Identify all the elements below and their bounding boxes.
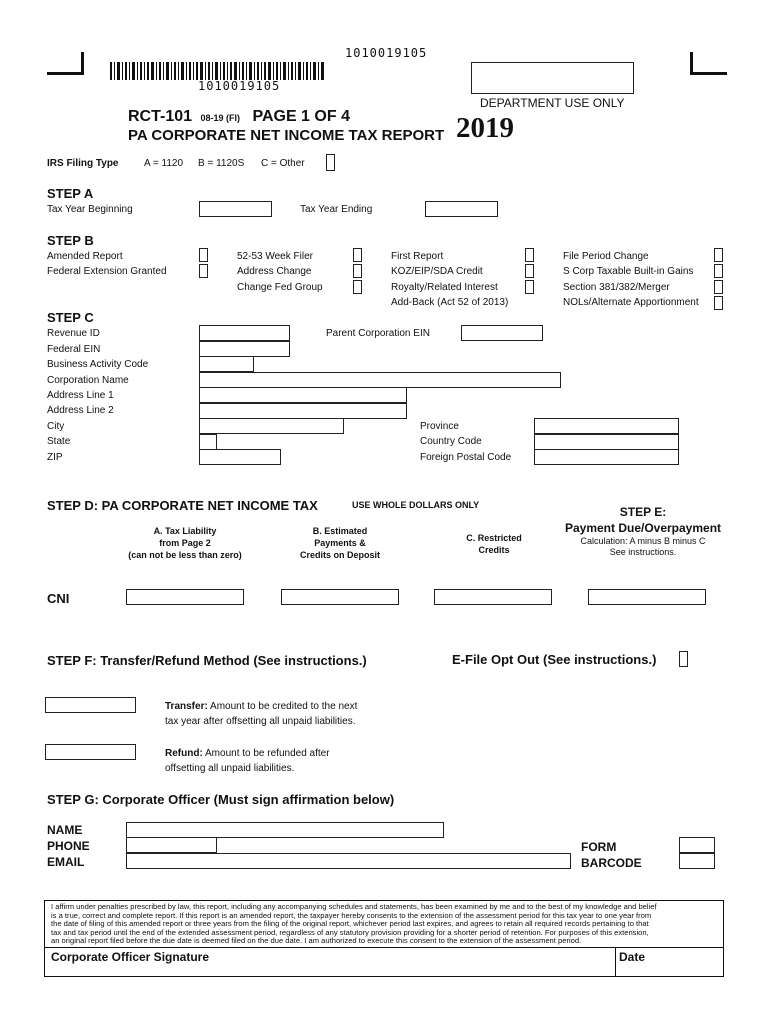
officer-phone-label: PHONE [47, 839, 90, 853]
step-b-first-report: First Report [391, 251, 444, 262]
irs-option-c: C = Other [261, 158, 305, 169]
step-b-title: STEP B [47, 233, 94, 248]
cni-estimated-payments-input[interactable] [281, 589, 399, 605]
officer-name-input[interactable] [126, 822, 444, 838]
affirmation-line-4: tax and tax period until the end of the extended assessment period, regardless of any statutory provision providing for a shorter period of retention. For purposes of this extension, [51, 927, 649, 937]
step-e-header [558, 504, 728, 558]
step-b-amended-report: Amended Report [47, 251, 123, 262]
officer-phone-input[interactable] [126, 837, 217, 853]
transfer-description [165, 699, 357, 729]
irs-filing-type-field[interactable] [326, 154, 335, 171]
transfer-line1 [165, 699, 357, 714]
signature-row [45, 947, 723, 977]
irs-option-b: B = 1120S [198, 158, 245, 169]
step-b-section-381: Section 381/382/Merger [563, 282, 670, 293]
address2-label: Address Line 2 [47, 405, 114, 416]
checkbox-s-corp-gains[interactable] [714, 264, 723, 278]
transfer-bold: Transfer: [165, 701, 208, 712]
form-barcode-box-2 [679, 853, 715, 869]
step-b-address-change: Address Change [237, 266, 312, 277]
tax-year-ending-input[interactable] [425, 201, 498, 217]
form-id-text: RCT-101 [128, 108, 193, 125]
corp-name-label: Corporation Name [47, 375, 129, 386]
col-a-line1: A. Tax Liability [153, 526, 217, 536]
affirmation-box [44, 900, 724, 977]
address2-input[interactable] [199, 403, 407, 419]
step-f-title: STEP F: Transfer/Refund Method (See instructions.) [47, 653, 367, 668]
business-code-label: Business Activity Code [47, 359, 149, 370]
efile-opt-out-checkbox[interactable] [679, 651, 688, 667]
transfer-text2: tax year after offsetting all unpaid liabilities. [165, 716, 356, 727]
federal-ein-input[interactable] [199, 341, 290, 357]
step-d-col-b-header [270, 525, 410, 561]
checkbox-amended-report[interactable] [199, 248, 208, 262]
step-g-title: STEP G: Corporate Officer (Must sign affirmation below) [47, 792, 395, 807]
page-of: PAGE 1 OF 4 [252, 108, 350, 125]
tax-year-beginning-label: Tax Year Beginning [47, 204, 133, 215]
step-d-col-a-header [115, 525, 255, 561]
department-use-box [471, 62, 634, 94]
form-barcode-box-1 [679, 837, 715, 853]
officer-name-label: NAME [47, 823, 83, 837]
barcode-image [110, 62, 325, 80]
step-e-calc: Calculation: A minus B minus C [580, 536, 706, 546]
refund-line1 [165, 746, 330, 761]
checkbox-nols[interactable] [714, 296, 723, 310]
province-label: Province [420, 421, 459, 432]
step-b-add-back: Add-Back (Act 52 of 2013) [391, 297, 509, 308]
step-b-royalty-interest: Royalty/Related Interest [391, 282, 498, 293]
checkbox-royalty-interest[interactable] [525, 280, 534, 294]
federal-ein-label: Federal EIN [47, 344, 101, 355]
affirmation-line-1: I affirm under penalties prescribed by law, this report, including any accompanying schedules and statements, has been examined by me and to the best of my knowledge and belief [51, 902, 657, 911]
affirmation-line-2: is a true, correct and complete report. If this report is an amended report, the taxpayer hereby consents to the extension of the assessment period for this tax year to one year from [51, 910, 652, 920]
refund-text2: offsetting all unpaid liabilities. [165, 763, 295, 774]
col-b-line3: Credits on Deposit [299, 550, 380, 560]
checkbox-change-fed-group[interactable] [353, 280, 362, 294]
step-d-title: STEP D: PA CORPORATE NET INCOME TAX [47, 498, 318, 513]
col-b-line2: Payments & [314, 538, 366, 548]
step-e-title2: Payment Due/Overpayment [564, 521, 722, 535]
province-input[interactable] [534, 418, 679, 434]
step-a-title: STEP A [47, 186, 94, 201]
revenue-id-input[interactable] [199, 325, 290, 341]
step-b-koz-credit: KOZ/EIP/SDA Credit [391, 266, 483, 277]
registration-mark-top-left [47, 52, 84, 75]
step-c-title: STEP C [47, 310, 94, 325]
step-e-title1: STEP E: [619, 505, 667, 519]
cni-restricted-credits-input[interactable] [434, 589, 552, 605]
checkbox-first-report[interactable] [525, 248, 534, 262]
barcode-number-bottom: 1010019105 [198, 79, 281, 93]
tax-year-ending-label: Tax Year Ending [300, 204, 373, 215]
form-revision: 08-19 (FI) [200, 113, 240, 123]
parent-ein-input[interactable] [461, 325, 543, 341]
step-e-see: See instructions. [609, 547, 677, 557]
cni-tax-liability-input[interactable] [126, 589, 244, 605]
checkbox-koz-credit[interactable] [525, 264, 534, 278]
checkbox-file-period-change[interactable] [714, 248, 723, 262]
step-b-nols: NOLs/Alternate Apportionment [563, 297, 699, 308]
city-input[interactable] [199, 418, 344, 434]
cni-payment-due-input[interactable] [588, 589, 706, 605]
address1-input[interactable] [199, 387, 407, 403]
step-b-file-period-change: File Period Change [563, 251, 649, 262]
step-b-federal-extension: Federal Extension Granted [47, 266, 167, 277]
checkbox-section-381[interactable] [714, 280, 723, 294]
checkbox-52-53-week[interactable] [353, 248, 362, 262]
state-input[interactable] [199, 434, 217, 450]
country-code-label: Country Code [420, 436, 482, 447]
step-b-s-corp-gains: S Corp Taxable Built-in Gains [563, 266, 694, 277]
refund-text1: Amount to be refunded after [205, 748, 330, 759]
transfer-text1: Amount to be credited to the next [210, 701, 358, 712]
irs-option-a: A = 1120 [144, 158, 184, 169]
efile-opt-out-label: E-File Opt Out (See instructions.) [452, 652, 657, 667]
form-barcode-label-2: BARCODE [581, 856, 642, 870]
signature-field[interactable] [45, 948, 615, 977]
col-c-line1: C. Restricted [466, 533, 522, 543]
affirmation-line-5: an original report filed before the due date is deemed filed on the due date. I am authorized to execute this consent to the extension of the assessment period. [51, 936, 582, 946]
form-id [128, 108, 350, 126]
city-label: City [47, 421, 65, 432]
refund-bold: Refund: [165, 748, 203, 759]
step-d-col-c-header [424, 532, 564, 556]
affirmation-text [51, 903, 657, 946]
form-title: PA CORPORATE NET INCOME TAX REPORT [128, 127, 445, 144]
country-code-input[interactable] [534, 434, 679, 450]
business-code-input[interactable] [199, 356, 254, 372]
address1-label: Address Line 1 [47, 390, 114, 401]
col-a-line3: (can not be less than zero) [128, 550, 242, 560]
transfer-amount-input[interactable] [45, 697, 136, 713]
zip-label: ZIP [47, 452, 63, 463]
registration-mark-top-right [690, 52, 727, 75]
tax-year-beginning-input[interactable] [199, 201, 272, 217]
state-label: State [47, 436, 71, 447]
whole-dollars-note: USE WHOLE DOLLARS ONLY [352, 500, 480, 510]
irs-filing-type-label: IRS Filing Type [47, 158, 119, 169]
date-label: Date [619, 950, 646, 964]
barcode-number-top: 1010019105 [345, 46, 428, 60]
cni-label: CNI [47, 591, 70, 606]
col-b-line1: B. Estimated [312, 526, 368, 536]
step-b-change-fed-group: Change Fed Group [237, 282, 323, 293]
form-year: 2019 [456, 112, 514, 144]
parent-ein-label: Parent Corporation EIN [326, 328, 430, 339]
step-b-52-53-week: 52-53 Week Filer [237, 251, 313, 262]
revenue-id-label: Revenue ID [47, 328, 100, 339]
officer-email-input[interactable] [126, 853, 571, 869]
foreign-postal-label: Foreign Postal Code [420, 452, 512, 463]
col-c-line2: Credits [478, 545, 510, 555]
signature-label: Corporate Officer Signature [51, 950, 210, 964]
zip-input[interactable] [199, 449, 281, 465]
affirmation-line-3: the date of filing of this amended report or three years from the filing of the original report, whichever period last expires, and agrees to retain all required records pertaining to that [51, 919, 649, 929]
col-a-line2: from Page 2 [159, 538, 211, 548]
checkbox-address-change[interactable] [353, 264, 362, 278]
foreign-postal-input[interactable] [534, 449, 679, 465]
refund-description [165, 746, 330, 776]
corp-name-input[interactable] [199, 372, 561, 388]
refund-amount-input[interactable] [45, 744, 136, 760]
officer-email-label: EMAIL [47, 855, 85, 869]
checkbox-federal-extension[interactable] [199, 264, 208, 278]
date-field[interactable] [616, 948, 723, 977]
department-use-label: DEPARTMENT USE ONLY [480, 96, 625, 110]
form-barcode-label-1: FORM [581, 840, 617, 854]
